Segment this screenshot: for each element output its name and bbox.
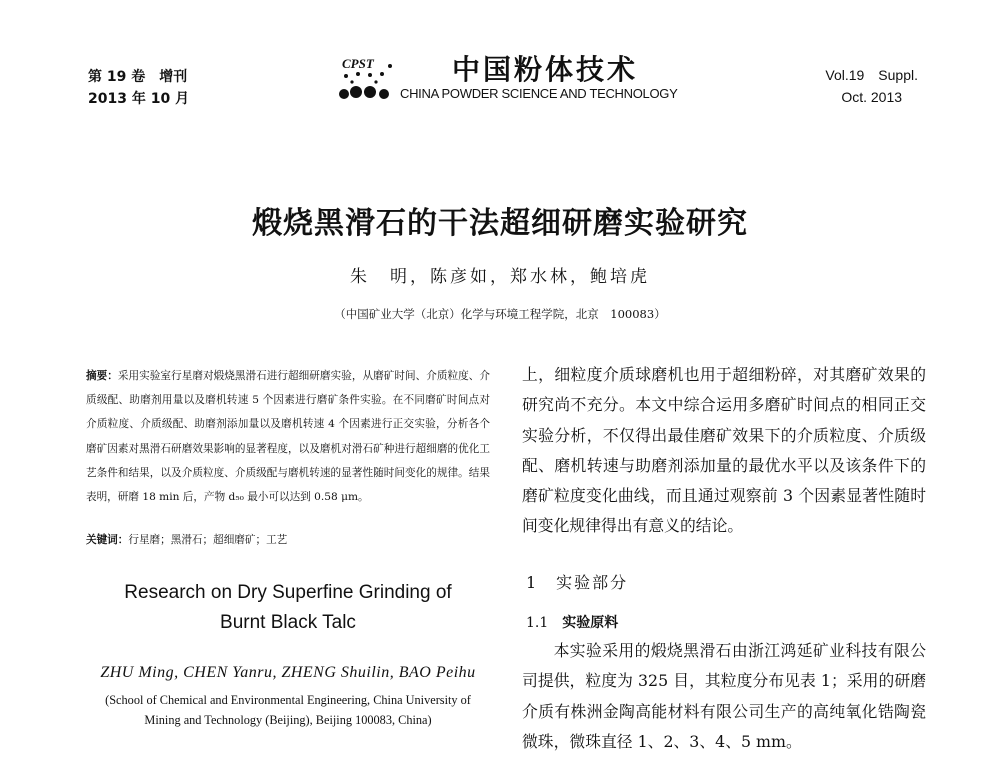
affiliation-en-line1: (School of Chemical and Environmental Engineering, China University of [105,693,471,707]
keywords-cn [86,532,490,547]
intro-paragraph: 上，细粒度介质球磨机也用于超细粉碎，对其磨矿效果的研究尚不充分。本文中综合运用多磨矿时间点的相同正交实验分析，不仅得出最佳磨矿效果下的介质粒度、介质级配、磨机转速与助磨剂添加量的最优水平以及该条件下的磨矿粒度变化曲线，而且通过观察前 3 个因素显著性随时间变化规律得出有意义的结论。 [522,365,926,536]
section-1-1-number: 1.1 [526,615,549,631]
paper-title-en [86,578,490,638]
abstract-text: 采用实验室行星磨对煅烧黑滑石进行超细研磨实验，从磨矿时间、介质粒度、介质级配、助磨剂用量以及磨机转速 5 个因素进行磨矿条件实验。在不同磨矿时间点对介质粒度、介质级配、助磨剂添加量以及磨机转速 4 个因素进行正交实验，分析各个磨矿因素对黑滑石研磨效果影响的显著程度，以及磨机对滑石矿种进行超细磨的优化工艺条件和结果，以及介质粒度、介质级配与磨机转速的显著性随时间变化的规律。结果表明，研磨 18 min 后，产物 d₅₀ 最小可以达到 0.58 μm。 [86,370,491,504]
authors-en: ZHU Ming, CHEN Yanru, ZHENG Shuilin, BAO Peihu [100,664,476,681]
materials-text: 本实验采用的煅烧黑滑石由浙江鸿延矿业科技有限公司提供，粒度为 325 目，其粒度分布见表 1；采用的研磨介质有株洲金陶高能材料有限公司生产的高纯氧化锆陶瓷微珠，微珠直径 1、2、3、4、5 mm。 [522,641,926,751]
logo-text: CPST [342,56,374,71]
date-cn: 2013 年 10 月 [88,91,190,107]
section-heading-1: 1 实验部分 [526,573,629,592]
affiliation-en-line2: Mining and Technology (Beijing), Beijing 100083, China) [144,713,432,727]
section-1-1-title: 实验原料 [562,615,619,631]
volume-cn: 第 19 卷 增刊 [88,69,188,85]
section-heading-1-1 [526,612,618,632]
title-en-line2: Burnt Black Talc [220,612,356,633]
title-en-line1: Research on Dry Superfine Grinding of [124,582,452,603]
volume-en: Vol.19 Suppl. [825,67,918,83]
date-en: Oct. 2013 [841,89,903,105]
keywords-label: 关键词： [86,534,129,546]
abstract-cn [86,364,490,509]
affiliation-en [86,690,490,730]
abstract-label: 摘要： [86,370,118,382]
journal-issue-en [825,64,918,108]
paper-title-cn: 煅烧黑滑石的干法超细研磨实验研究 [252,206,748,241]
materials-paragraph [522,636,926,757]
keywords-text: 行星磨；黑滑石；超细磨矿；工艺 [128,534,288,546]
authors-cn: 朱 明，陈彦如，郑水林，鲍培虎 [350,267,650,287]
journal-name-cn: 中国粉体技术 [452,53,639,86]
journal-issue-cn [88,66,189,110]
affiliation-cn: （中国矿业大学（北京）化学与环境工程学院，北京 100083） [334,307,666,321]
journal-name-en: CHINA POWDER SCIENCE AND TECHNOLOGY [400,86,678,101]
